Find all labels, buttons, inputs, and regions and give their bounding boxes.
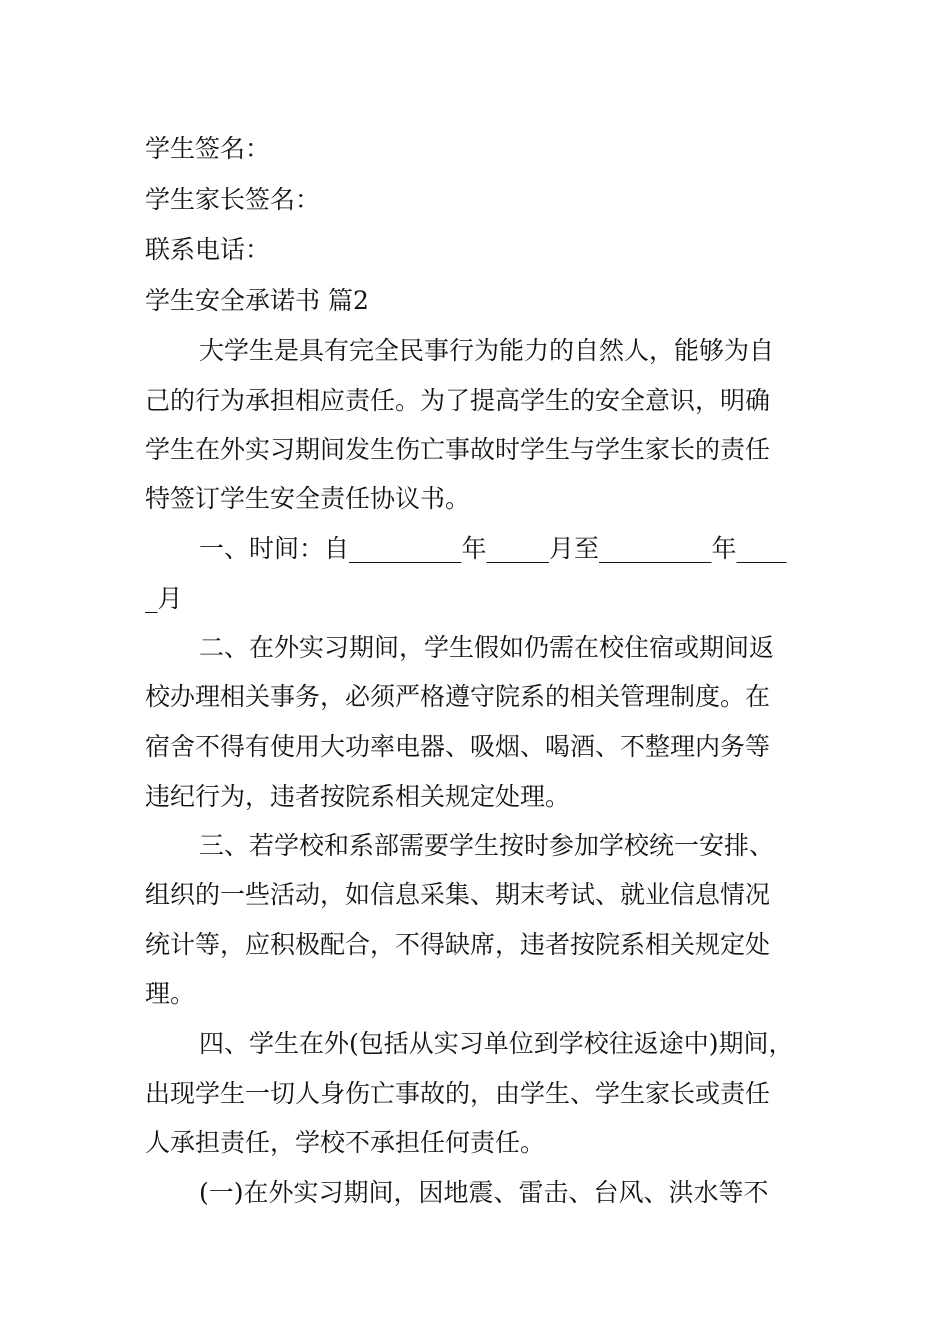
- paragraph-4-line-3: 统计等，应积极配合，不得缺席，违者按院系相关规定处: [145, 930, 771, 959]
- parent-signature-line: 学生家长签名：: [145, 185, 321, 214]
- paragraph-2-line-1: 一、时间：自_________年_____月至_________年____: [199, 534, 787, 563]
- paragraph-4-line-4: 理。: [145, 979, 196, 1008]
- paragraph-5-line-3: 人承担责任，学校不承担任何责任。: [145, 1128, 546, 1157]
- paragraph-1-line-1: 大学生是具有完全民事行为能力的自然人，能够为自: [199, 336, 775, 365]
- paragraph-4-line-1: 三、若学校和系部需要学生按时参加学校统一安排、: [199, 831, 775, 860]
- section-title: 学生安全承诺书 篇2: [145, 286, 369, 315]
- paragraph-5-line-2: 出现学生一切人身伤亡事故的，由学生、学生家长或责任: [145, 1079, 771, 1108]
- paragraph-3-line-3: 宿舍不得有使用大功率电器、吸烟、喝酒、不整理内务等: [145, 732, 771, 761]
- paragraph-1-line-4: 特签订学生安全责任协议书。: [145, 484, 471, 513]
- paragraph-2-line-2: _月: [145, 584, 183, 613]
- paragraph-1-line-3: 学生在外实习期间发生伤亡事故时学生与学生家长的责任: [145, 435, 771, 464]
- paragraph-3-line-1: 二、在外实习期间，学生假如仍需在校住宿或期间返: [199, 633, 775, 662]
- paragraph-5-line-1: 四、学生在外(包括从实习单位到学校往返途中)期间，: [199, 1029, 794, 1058]
- paragraph-6-line-1: (一)在外实习期间，因地震、雷击、台风、洪水等不: [199, 1178, 769, 1207]
- paragraph-1-line-2: 己的行为承担相应责任。为了提高学生的安全意识，明确: [145, 386, 771, 415]
- contact-phone-line: 联系电话：: [145, 235, 271, 264]
- paragraph-3-line-4: 违纪行为，违者按院系相关规定处理。: [145, 782, 571, 811]
- paragraph-4-line-2: 组织的一些活动，如信息采集、期末考试、就业信息情况: [145, 880, 771, 909]
- student-signature-line: 学生签名：: [145, 134, 271, 163]
- paragraph-3-line-2: 校办理相关事务，必须严格遵守院系的相关管理制度。在: [145, 682, 771, 711]
